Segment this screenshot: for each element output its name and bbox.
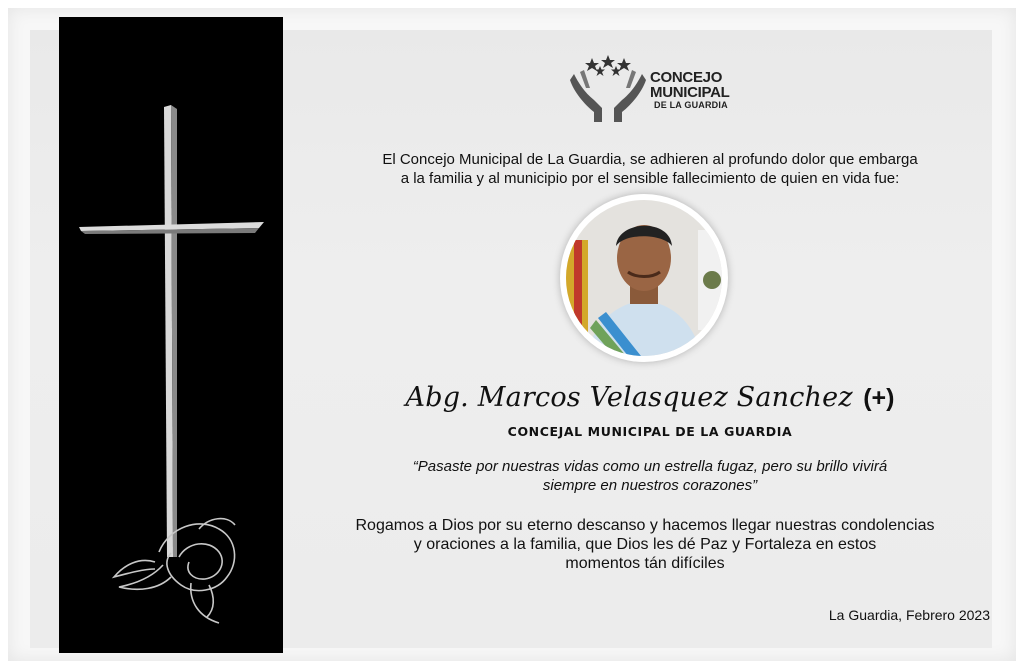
hands-with-stars-icon	[568, 52, 648, 124]
intro-line-2: a la familia y al municipio por el sensible fallecimiento de quien en vida fue:	[400, 170, 900, 187]
cross-icon	[79, 105, 264, 557]
intro-line-1: El Concejo Municipal de La Guardia, se adhieren al profundo dolor que embarga	[382, 151, 918, 168]
deceased-name: Abg. Marcos Velasquez Sanchez	[405, 382, 853, 413]
memorial-quote	[330, 457, 970, 495]
quote-line-2: siempre en nuestros corazones”	[542, 477, 758, 494]
portrait-photo	[560, 194, 728, 362]
prayer-line-1: Rogamos a Dios por su eterno descanso y hacemos llegar nuestras condolencias	[355, 517, 935, 534]
logo-line-1: CONCEJO	[650, 69, 723, 86]
mourning-side-panel	[59, 17, 283, 653]
intro-text	[300, 150, 1000, 188]
logo-line-2: MUNICIPAL	[650, 84, 730, 101]
prayer-line-2: y oraciones a la familia, que Dios les dé Paz y Fortaleza en estos	[413, 536, 877, 553]
deceased-name-row	[300, 382, 1000, 413]
deceased-role: CONCEJAL MUNICIPAL DE LA GUARDIA	[507, 424, 793, 439]
deceased-mark: (+)	[863, 384, 895, 412]
condolence-text	[280, 516, 1010, 573]
prayer-line-3: momentos tán difíciles	[565, 555, 725, 572]
council-logo-text	[650, 70, 750, 111]
logo-line-3: DE LA GUARDIA	[654, 100, 728, 110]
place-date: La Guardia, Febrero 2023	[828, 607, 990, 623]
quote-line-1: “Pasaste por nuestras vidas como un estrella fugaz, pero su brillo vivirá	[412, 458, 888, 475]
